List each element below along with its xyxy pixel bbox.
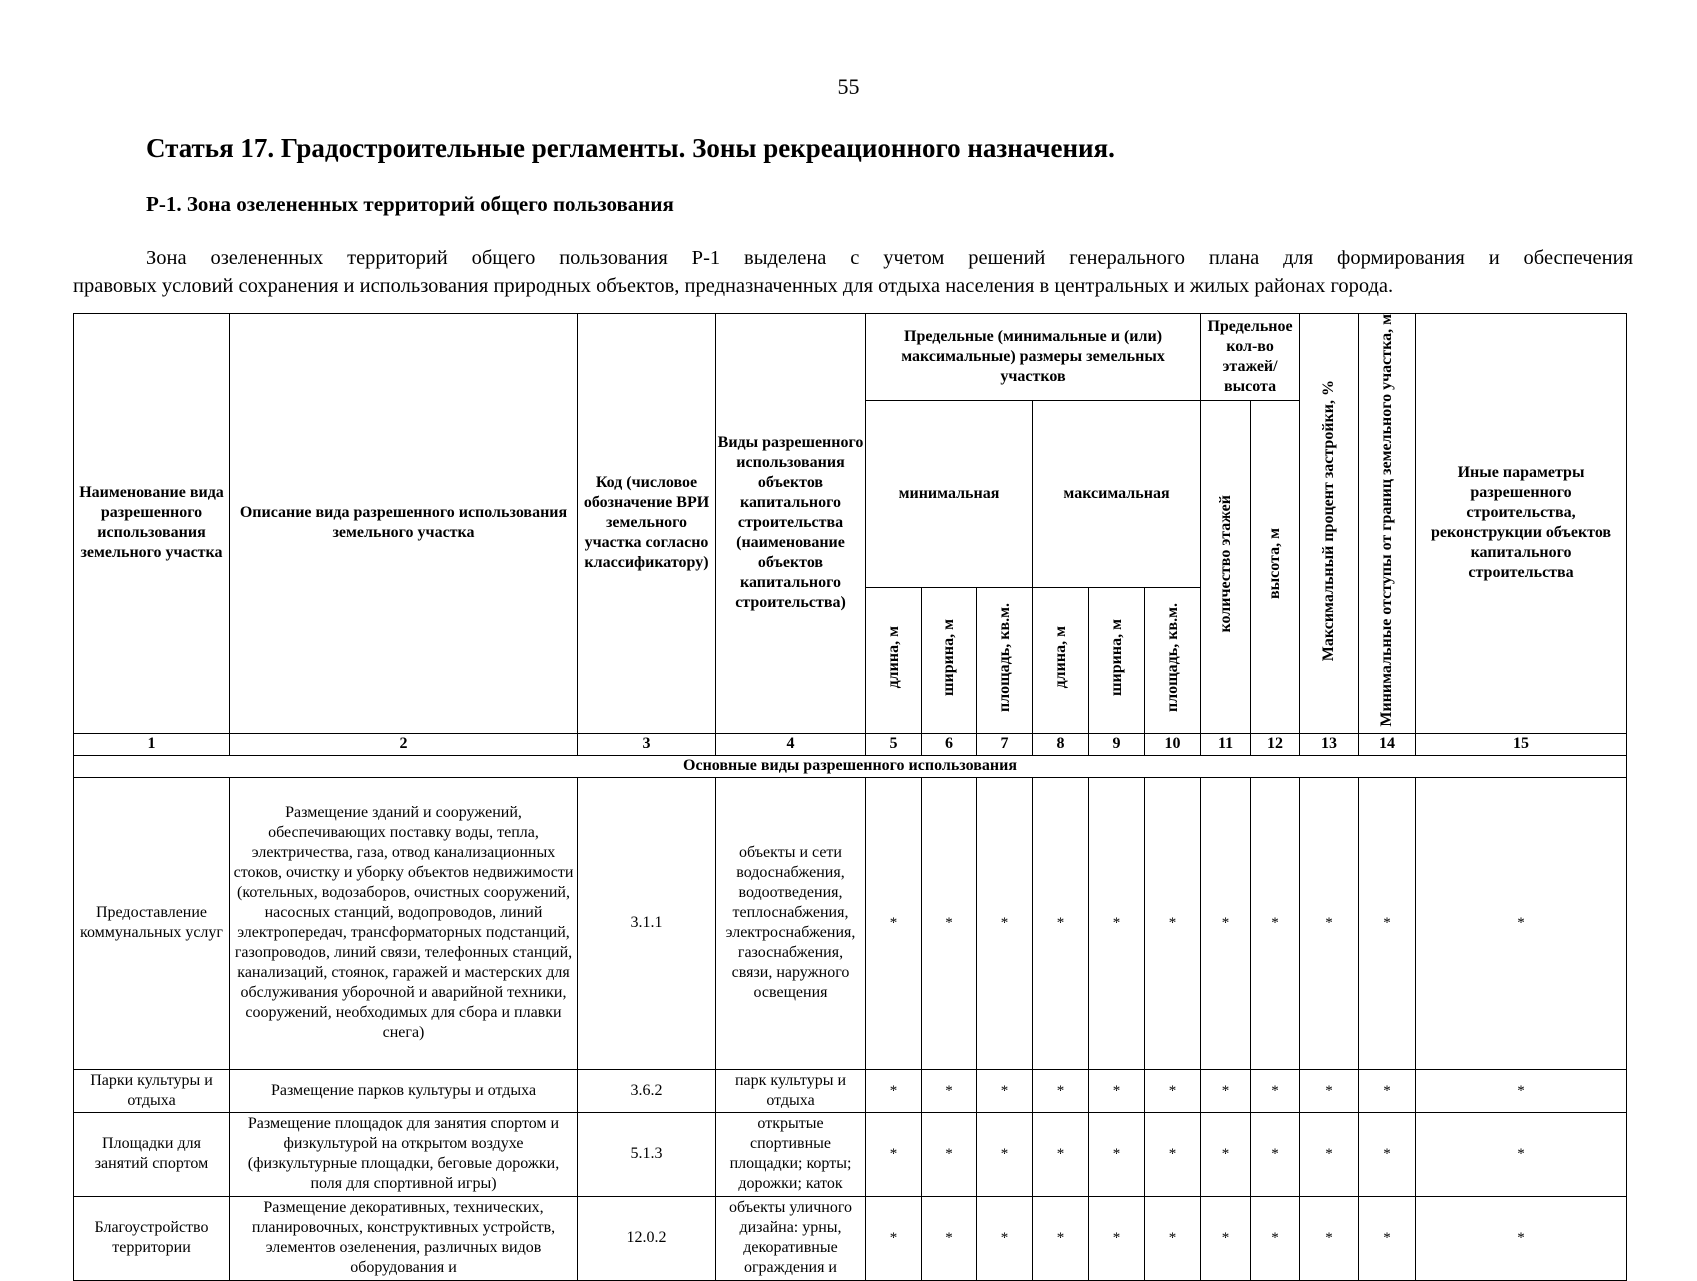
- column-number: 2: [230, 733, 578, 755]
- row-code: 3.6.2: [578, 1069, 716, 1112]
- row-code: 12.0.2: [578, 1196, 716, 1280]
- article-title: Статья 17. Градостроительные регламенты. Зоны рекреационного назначения.: [146, 133, 1115, 163]
- row-param: *: [1033, 1069, 1089, 1112]
- header-height: высота, м: [1251, 401, 1300, 734]
- page-number: 55: [837, 74, 860, 99]
- header-max-width: ширина, м: [1089, 587, 1145, 733]
- row-name: Площадки для занятий спортом: [74, 1112, 230, 1196]
- row-param: *: [1145, 777, 1201, 1069]
- header-min-length: длина, м: [866, 587, 922, 733]
- column-number: 3: [578, 733, 716, 755]
- row-description: Размещение зданий и сооружений, обеспечивающих поставку воды, тепла, электричества, газа, отвод канализационных стоков, очистку и уборку объектов недвижимости (котельных, водозаборов, очистных сооружений, насосных станций, водопроводов, линий электропередач, трансформаторных подстанций, газопроводов, линий связи, телефонных станций, канализаций, стоянок, гаражей и мастерских для обслуживания уборочной и аварийной техники, сооружений, необходимых для сбора и плавки снега): [230, 777, 578, 1069]
- row-code: 5.1.3: [578, 1112, 716, 1196]
- row-description: Размещение площадок для занятия спортом и физкультурой на открытом воздухе (физкультурные площадки, беговые дорожки, поля для спортивной игры): [230, 1112, 578, 1196]
- row-description: Размещение декоративных, технических, планировочных, конструктивных устройств, элементов озеленения, различных видов оборудования и: [230, 1196, 578, 1280]
- column-number: 14: [1359, 733, 1416, 755]
- row-name: Предоставление коммунальных услуг: [74, 777, 230, 1069]
- header-max: максимальная: [1033, 401, 1201, 588]
- row-param: *: [1089, 1196, 1145, 1280]
- header-min-area: площадь, кв.м.: [977, 587, 1033, 733]
- row-param: *: [1251, 1112, 1300, 1196]
- row-param: *: [1201, 1196, 1251, 1280]
- row-param: *: [1145, 1069, 1201, 1112]
- row-objects: открытые спортивные площадки; корты; дорожки; каток: [716, 1112, 866, 1196]
- table-row: [74, 1112, 1627, 1196]
- header-description: Описание вида разрешенного использования земельного участка: [230, 314, 578, 734]
- header-floors-group: Предельное кол-во этажей/ высота: [1201, 314, 1300, 401]
- header-floors: количество этажей: [1201, 401, 1251, 734]
- row-param: *: [1359, 1069, 1416, 1112]
- row-param: *: [922, 1112, 977, 1196]
- row-param: *: [866, 1196, 922, 1280]
- row-param: *: [1416, 1112, 1627, 1196]
- row-param: *: [922, 1196, 977, 1280]
- header-min-width: ширина, м: [922, 587, 977, 733]
- row-param: *: [1089, 777, 1145, 1069]
- row-param: *: [1033, 1112, 1089, 1196]
- row-code: 3.1.1: [578, 777, 716, 1069]
- column-number: 5: [866, 733, 922, 755]
- row-param: *: [1416, 1196, 1627, 1280]
- row-param: *: [866, 1112, 922, 1196]
- header-name: Наименование вида разрешенного использования земельного участка: [74, 314, 230, 734]
- row-param: *: [1033, 777, 1089, 1069]
- row-param: *: [1251, 777, 1300, 1069]
- table-row: [74, 1196, 1627, 1280]
- column-number: 1: [74, 733, 230, 755]
- regulations-table: [73, 313, 1627, 1281]
- column-number: 7: [977, 733, 1033, 755]
- row-param: *: [1300, 777, 1359, 1069]
- header-object-types: Виды разрешенного использования объектов капитального строительства (наименование объектов капитального строительства): [716, 314, 866, 734]
- row-param: *: [1201, 777, 1251, 1069]
- row-param: *: [1300, 1069, 1359, 1112]
- row-param: *: [1145, 1196, 1201, 1280]
- row-param: *: [977, 1069, 1033, 1112]
- row-param: *: [1359, 1112, 1416, 1196]
- row-param: *: [866, 1069, 922, 1112]
- header-max-length: длина, м: [1033, 587, 1089, 733]
- row-param: *: [1359, 777, 1416, 1069]
- column-number: 4: [716, 733, 866, 755]
- column-number: 8: [1033, 733, 1089, 755]
- intro-paragraph-line1: Зона озелененных территорий общего пользования Р-1 выделена с учетом решений генерального плана для формирования и обеспечения: [146, 247, 1633, 269]
- column-number: 13: [1300, 733, 1359, 755]
- intro-paragraph-line2: правовых условий сохранения и использования природных объектов, предназначенных для отдыха населения в центральных и жилых районах города.: [73, 275, 1394, 297]
- row-param: *: [1416, 777, 1627, 1069]
- row-param: *: [922, 777, 977, 1069]
- row-name: Благоустройство территории: [74, 1196, 230, 1280]
- header-code: Код (числовое обозначение ВРИ земельного участка согласно классификатору): [578, 314, 716, 734]
- header-other-params: Иные параметры разрешенного строительства, реконструкции объектов капитального строительства: [1416, 314, 1627, 734]
- header-min-setbacks: Минимальные отступы от границ земельного участка, м: [1359, 314, 1416, 734]
- row-param: *: [866, 777, 922, 1069]
- column-number: 15: [1416, 733, 1627, 755]
- column-number: 12: [1251, 733, 1300, 755]
- row-objects: объекты и сети водоснабжения, водоотведения, теплоснабжения, электроснабжения, газоснабжения, связи, наружного освещения: [716, 777, 866, 1069]
- row-param: *: [1089, 1112, 1145, 1196]
- row-param: *: [922, 1069, 977, 1112]
- row-description: Размещение парков культуры и отдыха: [230, 1069, 578, 1112]
- row-param: *: [977, 1112, 1033, 1196]
- zone-title: Р-1. Зона озелененных территорий общего пользования: [146, 192, 674, 216]
- row-param: *: [1201, 1112, 1251, 1196]
- row-param: *: [1300, 1112, 1359, 1196]
- header-limits: Предельные (минимальные и (или) максимальные) размеры земельных участков: [866, 314, 1201, 401]
- row-param: *: [1251, 1069, 1300, 1112]
- column-number: 11: [1201, 733, 1251, 755]
- header-max-percent: Максимальный процент застройки, %: [1300, 314, 1359, 734]
- row-param: *: [1251, 1196, 1300, 1280]
- row-param: *: [1089, 1069, 1145, 1112]
- section-title: Основные виды разрешенного использования: [74, 755, 1627, 777]
- row-param: *: [1033, 1196, 1089, 1280]
- row-param: *: [977, 1196, 1033, 1280]
- row-param: *: [1145, 1112, 1201, 1196]
- row-name: Парки культуры и отдыха: [74, 1069, 230, 1112]
- column-number: 9: [1089, 733, 1145, 755]
- row-param: *: [977, 777, 1033, 1069]
- header-min: минимальная: [866, 401, 1033, 588]
- column-numbers-row: [74, 733, 1627, 755]
- column-number: 10: [1145, 733, 1201, 755]
- table-row: [74, 777, 1627, 1069]
- row-objects: объекты уличного дизайна: урны, декоративные ограждения и: [716, 1196, 866, 1280]
- header-max-area: площадь, кв.м.: [1145, 587, 1201, 733]
- row-param: *: [1300, 1196, 1359, 1280]
- row-objects: парк культуры и отдыха: [716, 1069, 866, 1112]
- column-number: 6: [922, 733, 977, 755]
- row-param: *: [1416, 1069, 1627, 1112]
- row-param: *: [1201, 1069, 1251, 1112]
- table-row: [74, 1069, 1627, 1112]
- row-param: *: [1359, 1196, 1416, 1280]
